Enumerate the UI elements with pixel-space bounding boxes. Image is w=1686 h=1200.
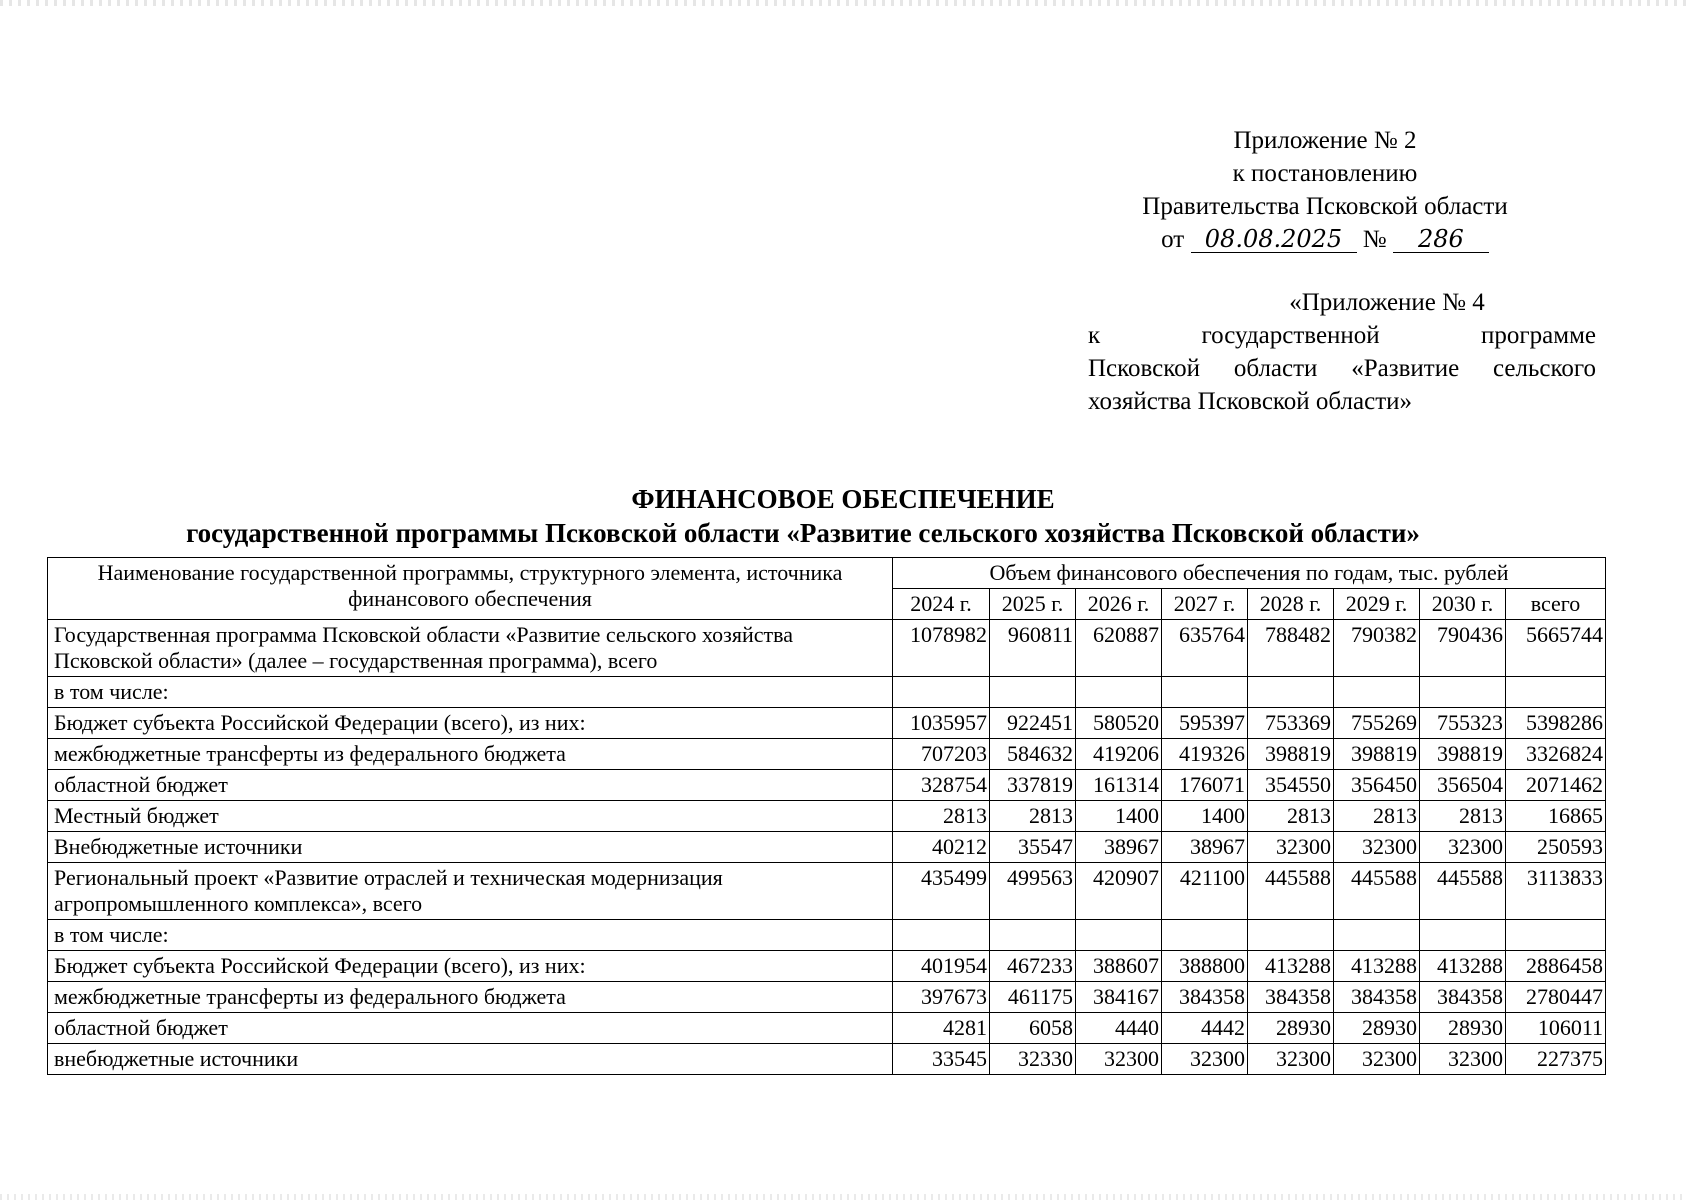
year-value-cell: 28930 (1334, 1013, 1420, 1044)
volume-column-header: Объем финансового обеспечения по годам, тыс. рублей (893, 558, 1606, 589)
scan-edge-bottom (0, 1194, 1686, 1200)
scan-edge-top (0, 0, 1686, 6)
year-value-cell: 445588 (1248, 863, 1334, 920)
year-value-cell: 499563 (990, 863, 1076, 920)
year-value-cell (1076, 920, 1162, 951)
year-value-cell: 33545 (893, 1044, 990, 1075)
row-name-cell: межбюджетные трансферты из федерального бюджета (48, 982, 893, 1013)
year-value-cell: 413288 (1248, 951, 1334, 982)
year-value-cell: 398819 (1420, 739, 1506, 770)
year-value-cell: 161314 (1076, 770, 1162, 801)
table-row (48, 620, 1606, 677)
total-value-cell: 227375 (1506, 1044, 1606, 1075)
year-value-cell: 755323 (1420, 708, 1506, 739)
year-value-cell: 635764 (1162, 620, 1248, 677)
year-value-cell: 4281 (893, 1013, 990, 1044)
year-value-cell: 420907 (1076, 863, 1162, 920)
financing-table (47, 557, 1606, 1075)
year-value-cell: 960811 (990, 620, 1076, 677)
year-value-cell: 356504 (1420, 770, 1506, 801)
appendix-line-2: к постановлению (1232, 160, 1418, 187)
year-value-cell: 413288 (1420, 951, 1506, 982)
appendix-line-1: Приложение № 2 (1233, 127, 1417, 154)
total-value-cell: 2071462 (1506, 770, 1606, 801)
year-value-cell: 2813 (1420, 801, 1506, 832)
year-value-cell: 32300 (1162, 1044, 1248, 1075)
year-value-cell: 384167 (1076, 982, 1162, 1013)
year-value-cell: 419326 (1162, 739, 1248, 770)
row-name-cell: Местный бюджет (48, 801, 893, 832)
year-value-cell: 4440 (1076, 1013, 1162, 1044)
table-row (48, 832, 1606, 863)
year-value-cell: 32300 (1420, 1044, 1506, 1075)
year-value-cell: 6058 (990, 1013, 1076, 1044)
total-value-cell: 16865 (1506, 801, 1606, 832)
table-row (48, 708, 1606, 739)
table-row (48, 1013, 1606, 1044)
year-value-cell: 419206 (1076, 739, 1162, 770)
year-value-cell: 2813 (893, 801, 990, 832)
total-value-cell: 2780447 (1506, 982, 1606, 1013)
total-value-cell: 106011 (1506, 1013, 1606, 1044)
row-name-cell: в том числе: (48, 920, 893, 951)
table-row (48, 1044, 1606, 1075)
year-value-cell: 398819 (1248, 739, 1334, 770)
year-value-cell: 421100 (1162, 863, 1248, 920)
year-value-cell: 1400 (1162, 801, 1248, 832)
year-value-cell: 1078982 (893, 620, 990, 677)
table-row (48, 920, 1606, 951)
year-value-cell: 32300 (1334, 1044, 1420, 1075)
row-name-cell: межбюджетные трансферты из федерального бюджета (48, 739, 893, 770)
row-name-cell: в том числе: (48, 677, 893, 708)
total-value-cell: 5398286 (1506, 708, 1606, 739)
year-value-cell: 176071 (1162, 770, 1248, 801)
table-row (48, 801, 1606, 832)
year-value-cell: 388607 (1076, 951, 1162, 982)
program-appendix-line-2: к государственной программе (1088, 322, 1596, 349)
year-value-cell: 707203 (893, 739, 990, 770)
year-value-cell: 32300 (1248, 832, 1334, 863)
year-value-cell: 40212 (893, 832, 990, 863)
appendix-date-line (1120, 223, 1530, 256)
year-header: 2030 г. (1420, 589, 1506, 620)
document-subtitle: государственной программы Псковской области «Развитие сельского хозяйства Псковской области» (186, 518, 1420, 548)
year-value-cell: 753369 (1248, 708, 1334, 739)
year-value-cell: 413288 (1334, 951, 1420, 982)
program-appendix-line-3: Псковской области «Развитие сельского (1088, 355, 1596, 382)
year-value-cell: 435499 (893, 863, 990, 920)
year-header: 2027 г. (1162, 589, 1248, 620)
year-value-cell (893, 920, 990, 951)
year-value-cell: 32330 (990, 1044, 1076, 1075)
year-value-cell: 397673 (893, 982, 990, 1013)
year-header: 2028 г. (1248, 589, 1334, 620)
year-value-cell (1076, 677, 1162, 708)
year-value-cell: 401954 (893, 951, 990, 982)
year-value-cell: 337819 (990, 770, 1076, 801)
table-header-row (48, 558, 1606, 589)
year-value-cell (1334, 677, 1420, 708)
year-value-cell: 445588 (1420, 863, 1506, 920)
ot-label: от (1161, 226, 1185, 253)
total-value-cell (1506, 677, 1606, 708)
year-value-cell (893, 677, 990, 708)
row-name-cell: Региональный проект «Развитие отраслей и техническая модернизация агропромышленного комплекса», всего (48, 863, 893, 920)
table-body (48, 620, 1606, 1075)
row-name-cell: Государственная программа Псковской области «Развитие сельского хозяйства Псковской области» (далее – государственная программа), всего (48, 620, 893, 677)
year-header: 2024 г. (893, 589, 990, 620)
year-value-cell: 1400 (1076, 801, 1162, 832)
table-row (48, 739, 1606, 770)
number-label: № (1362, 226, 1387, 253)
year-value-cell (1334, 920, 1420, 951)
year-value-cell: 790382 (1334, 620, 1420, 677)
total-value-cell: 3326824 (1506, 739, 1606, 770)
table-row (48, 863, 1606, 920)
year-value-cell (1420, 920, 1506, 951)
year-value-cell: 388800 (1162, 951, 1248, 982)
total-value-cell: 5665744 (1506, 620, 1606, 677)
table-row (48, 677, 1606, 708)
total-value-cell (1506, 920, 1606, 951)
year-value-cell: 1035957 (893, 708, 990, 739)
year-value-cell: 790436 (1420, 620, 1506, 677)
year-value-cell: 2813 (1248, 801, 1334, 832)
year-header: 2026 г. (1076, 589, 1162, 620)
total-value-cell: 3113833 (1506, 863, 1606, 920)
year-value-cell: 32300 (1248, 1044, 1334, 1075)
year-value-cell (1420, 677, 1506, 708)
year-value-cell: 384358 (1162, 982, 1248, 1013)
year-value-cell: 620887 (1076, 620, 1162, 677)
total-value-cell: 2886458 (1506, 951, 1606, 982)
year-value-cell: 922451 (990, 708, 1076, 739)
year-value-cell: 356450 (1334, 770, 1420, 801)
year-header: 2029 г. (1334, 589, 1420, 620)
year-value-cell: 467233 (990, 951, 1076, 982)
year-value-cell: 2813 (990, 801, 1076, 832)
year-value-cell: 2813 (1334, 801, 1420, 832)
document-title: ФИНАНСОВОЕ ОБЕСПЕЧЕНИЕ (631, 484, 1055, 514)
year-value-cell: 4442 (1162, 1013, 1248, 1044)
program-appendix-line-4: хозяйства Псковской области» (1088, 388, 1412, 415)
year-value-cell (1248, 677, 1334, 708)
row-name-cell: внебюджетные источники (48, 1044, 893, 1075)
year-value-cell: 38967 (1162, 832, 1248, 863)
year-header: 2025 г. (990, 589, 1076, 620)
year-value-cell: 595397 (1162, 708, 1248, 739)
table-row (48, 951, 1606, 982)
total-header: всего (1506, 589, 1606, 620)
year-value-cell: 398819 (1334, 739, 1420, 770)
year-value-cell: 384358 (1248, 982, 1334, 1013)
year-value-cell: 755269 (1334, 708, 1420, 739)
year-value-cell: 28930 (1248, 1013, 1334, 1044)
year-value-cell: 788482 (1248, 620, 1334, 677)
year-value-cell: 328754 (893, 770, 990, 801)
year-value-cell (1162, 677, 1248, 708)
appendix-header (1120, 124, 1530, 256)
handwritten-number: 286 (1393, 226, 1489, 253)
year-value-cell: 445588 (1334, 863, 1420, 920)
year-value-cell: 28930 (1420, 1013, 1506, 1044)
year-value-cell: 354550 (1248, 770, 1334, 801)
year-value-cell: 461175 (990, 982, 1076, 1013)
year-value-cell: 32300 (1420, 832, 1506, 863)
year-value-cell (990, 920, 1076, 951)
year-value-cell: 384358 (1420, 982, 1506, 1013)
row-name-cell: областной бюджет (48, 1013, 893, 1044)
program-appendix-note (1088, 286, 1596, 418)
table-row (48, 770, 1606, 801)
program-appendix-line-1: «Приложение № 4 (1289, 289, 1485, 316)
row-name-cell: областной бюджет (48, 770, 893, 801)
total-value-cell: 250593 (1506, 832, 1606, 863)
year-value-cell: 584632 (990, 739, 1076, 770)
row-name-cell: Внебюджетные источники (48, 832, 893, 863)
row-name-cell: Бюджет субъекта Российской Федерации (всего), из них: (48, 708, 893, 739)
year-value-cell: 384358 (1334, 982, 1420, 1013)
year-value-cell: 38967 (1076, 832, 1162, 863)
row-name-cell: Бюджет субъекта Российской Федерации (всего), из них: (48, 951, 893, 982)
name-column-header: Наименование государственной программы, структурного элемента, источника финансового обеспечения (48, 558, 893, 620)
table-row (48, 982, 1606, 1013)
year-value-cell: 580520 (1076, 708, 1162, 739)
year-value-cell: 32300 (1334, 832, 1420, 863)
handwritten-date: 08.08.2025 (1191, 226, 1357, 253)
year-value-cell (1248, 920, 1334, 951)
year-value-cell: 35547 (990, 832, 1076, 863)
year-value-cell (1162, 920, 1248, 951)
year-value-cell (990, 677, 1076, 708)
appendix-line-3: Правительства Псковской области (1142, 193, 1508, 220)
year-value-cell: 32300 (1076, 1044, 1162, 1075)
